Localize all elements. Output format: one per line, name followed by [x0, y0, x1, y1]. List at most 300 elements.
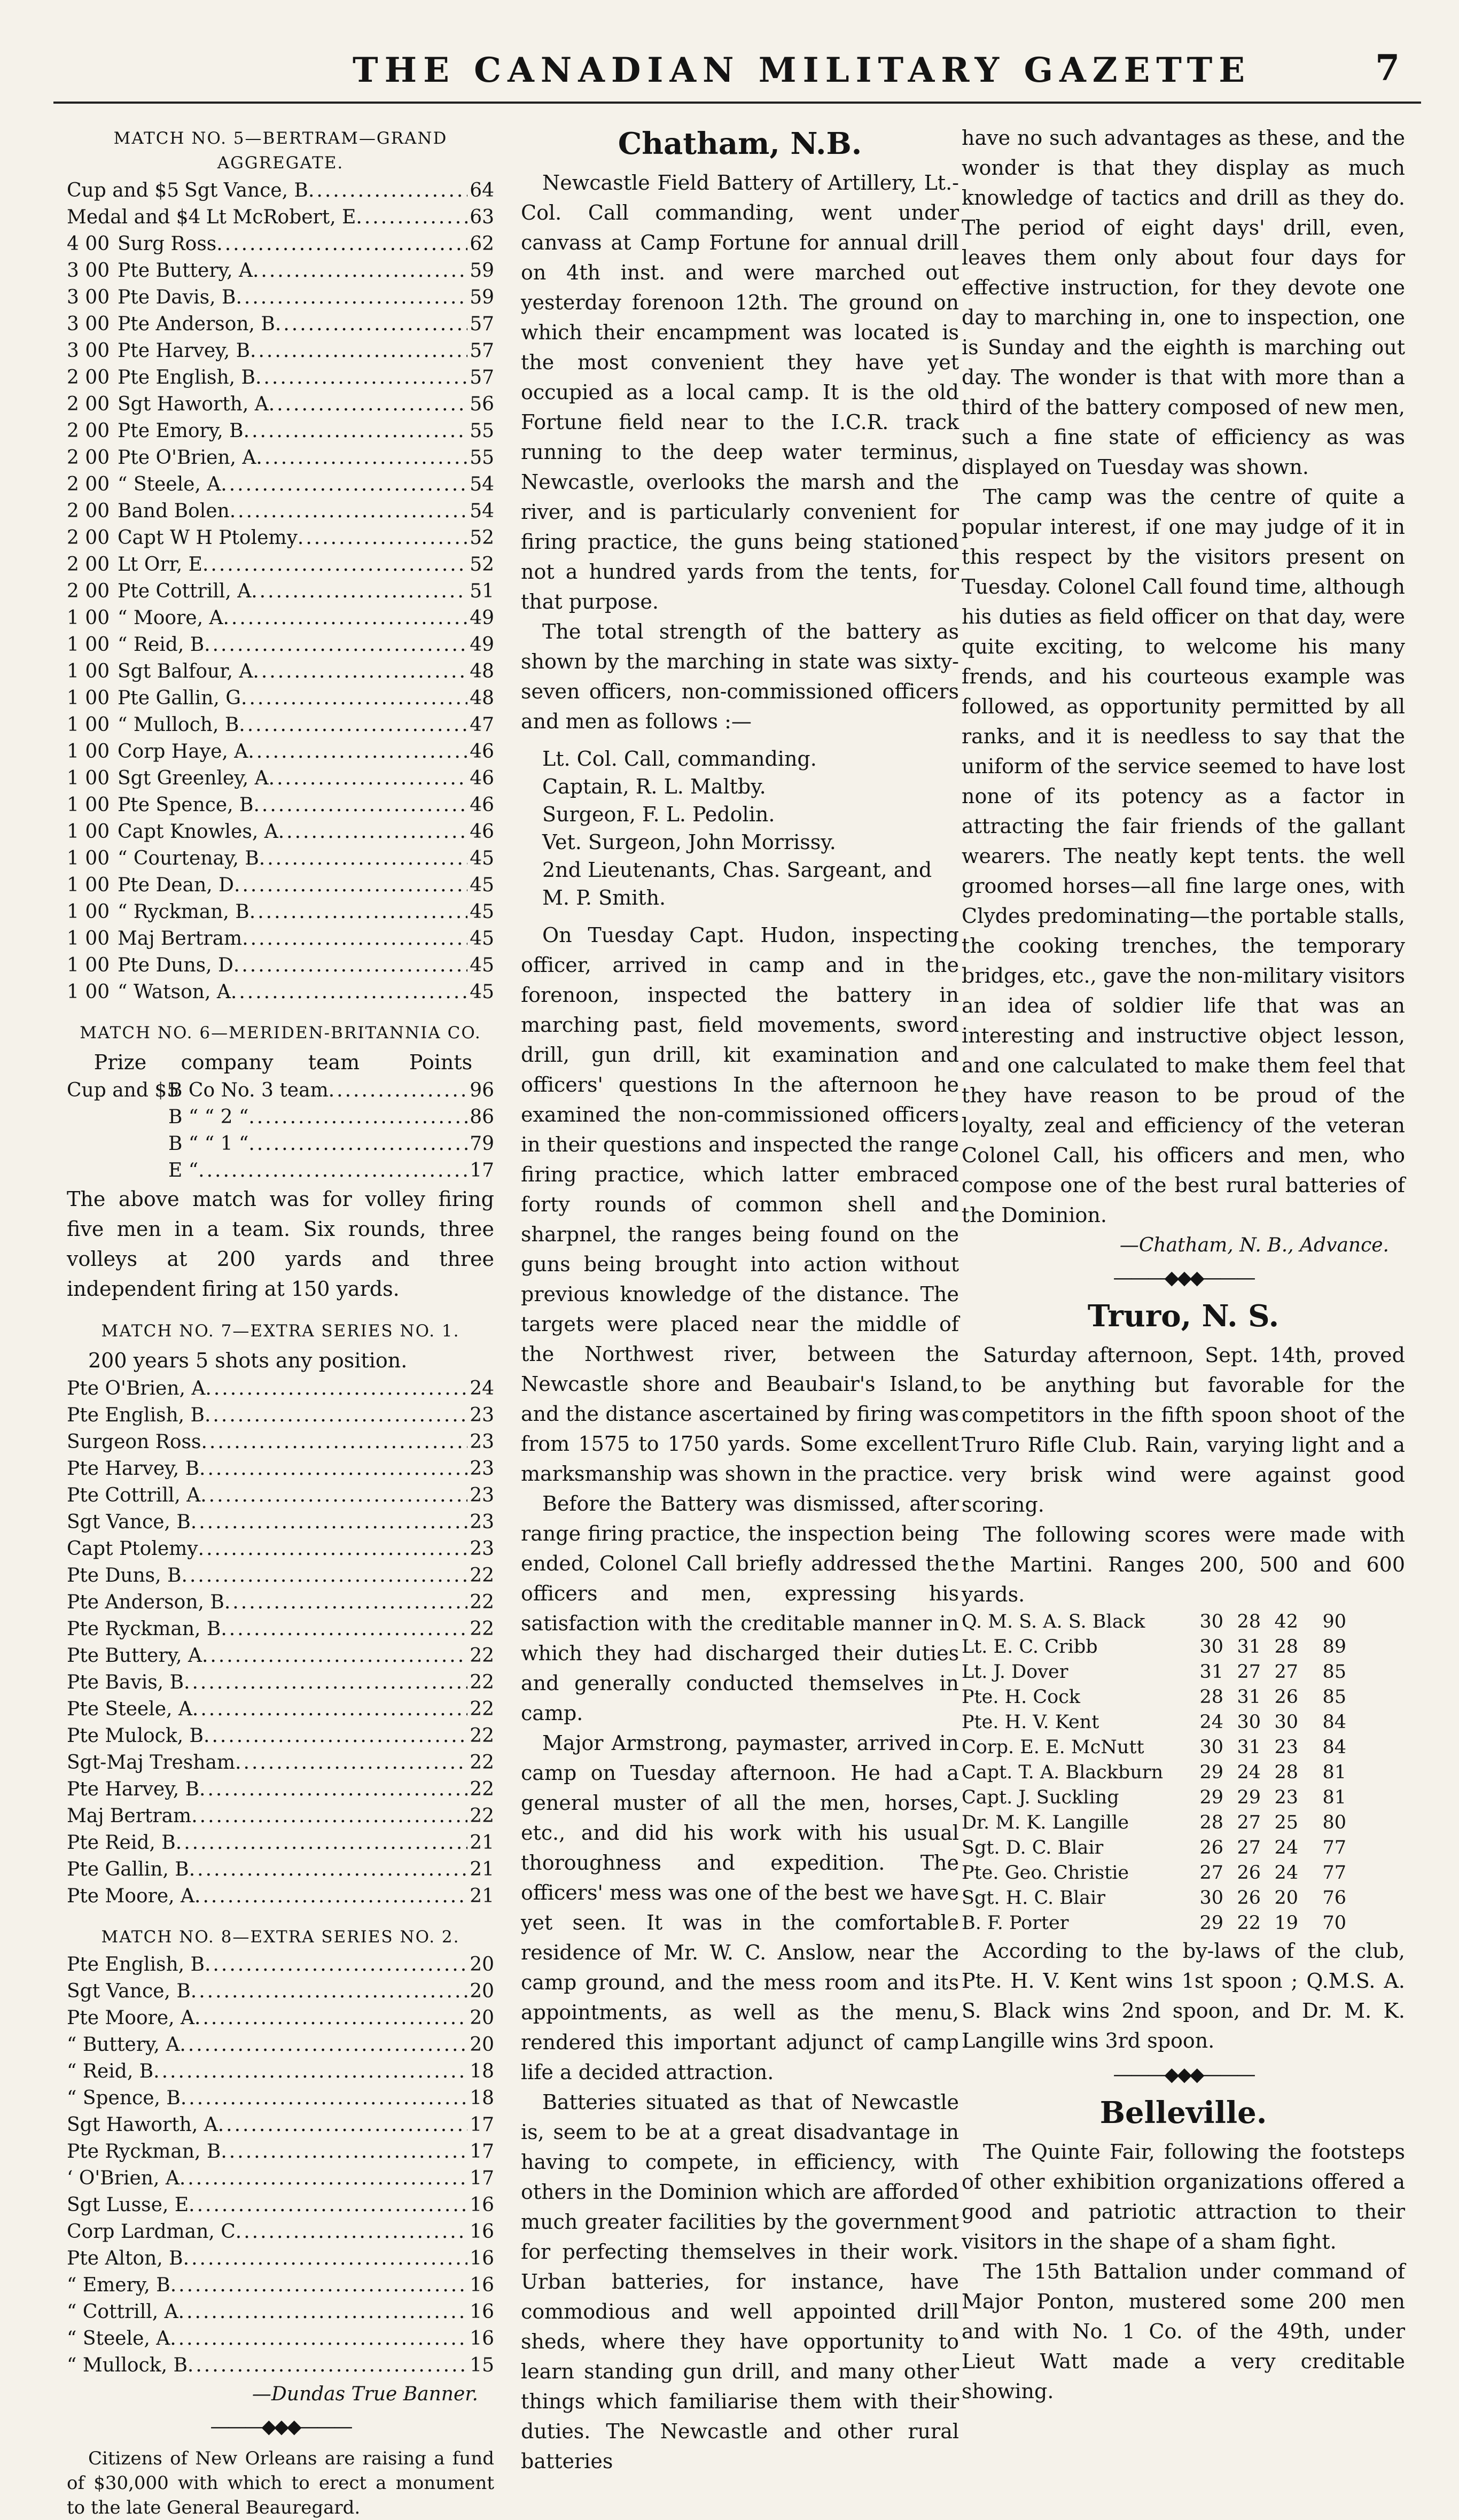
leader-dots: [153, 2058, 467, 2085]
name-cell: Pte Harvey, B: [67, 1458, 200, 1480]
name-cell: Capt W H Ptolemy: [118, 527, 298, 549]
name-cell: Sgt-Maj Tresham: [67, 1752, 236, 1774]
range-200-score: 29: [1199, 1912, 1223, 1934]
score-cell: 17: [470, 2141, 494, 2163]
name-cell: Pte English, B: [118, 367, 255, 388]
truro-score-table: [962, 1609, 1405, 1936]
truro-score-row: [962, 1609, 1405, 1635]
leader-dots: [170, 2272, 468, 2299]
leader-dots: [248, 1131, 467, 1157]
score-cell: 45: [470, 928, 494, 950]
score-cell: 24: [470, 1378, 494, 1399]
score-cell: 46: [470, 821, 494, 843]
chatham-paragraph: The total strength of the battery as shown by the marching in state was sixty-seven officers, non-commissioned officers and men as follows :—: [521, 620, 959, 733]
leader-dots: [200, 1482, 467, 1509]
shooter-name: Pte. Geo. Christie: [962, 1862, 1129, 1884]
match8-title: MATCH NO. 8—EXTRA SERIES NO. 2.: [101, 1927, 460, 1947]
name-cell: “ Moore, A: [118, 607, 223, 629]
name-cell: Pte Cottrill, A: [118, 580, 252, 602]
leader-dots: [183, 2245, 468, 2272]
leader-dots: [233, 952, 467, 979]
prize-cell: 1 00: [67, 954, 110, 976]
score-row: [67, 1696, 494, 1723]
score-row: [67, 1562, 494, 1589]
leader-dots: [298, 525, 467, 551]
range-600-score: 19: [1274, 1912, 1298, 1934]
chatham-source: —Chatham, N. B., Advance.: [1119, 1234, 1389, 1256]
score-cell: 22: [470, 1645, 494, 1667]
name-cell: Sgt Greenley, A: [118, 767, 269, 789]
range-600-score: 42: [1274, 1611, 1298, 1632]
score-row: [67, 792, 494, 819]
score-row: [67, 765, 494, 792]
officer-line: Captain, R. L. Maltby.: [542, 775, 766, 798]
score-row: [67, 578, 494, 605]
score-cell: 56: [470, 393, 494, 415]
score-row: [67, 418, 494, 445]
name-cell: Sgt Lusse, E: [67, 2194, 189, 2216]
score-cell: 20: [470, 2007, 494, 2029]
range-200-score: 31: [1199, 1661, 1223, 1683]
name-cell: “ Buttery, A: [67, 2034, 180, 2056]
prize-cell: Medal and $4: [67, 206, 201, 228]
prize-cell: [67, 1157, 168, 1184]
score-cell: 45: [470, 954, 494, 976]
prize-cell: 2 00: [67, 580, 110, 602]
score-row: [67, 819, 494, 845]
range-600-score: 25: [1274, 1812, 1298, 1833]
score-row: [67, 2005, 494, 2032]
section-divider: ———◆◆◆———: [1113, 1267, 1254, 1289]
score-row: [67, 1375, 494, 1402]
leader-dots: [194, 1883, 467, 1910]
leader-dots: [236, 284, 467, 311]
score-row: [67, 1856, 494, 1883]
prize-cell: 2 00: [67, 500, 110, 522]
score-row: [67, 1077, 494, 1104]
score-row: [67, 1776, 494, 1803]
score-cell: 20: [470, 1954, 494, 1975]
score-cell: 20: [470, 2034, 494, 2056]
chatham-paragraph: Major Armstrong, paymaster, arrived in camp on Tuesday afternoon. He had a general muster of all the men, horses, etc., and did his work with his usual thoroughness and expedition. The officers' mess was one of the best we have yet seen. It was in the comfortable residence of Mr. W. C. Anslow, near the camp ground, and the mess room and its appointments, as well as the menu, rendered this important adjunct of camp life a decided attraction.: [521, 1731, 959, 2084]
prize-cell: 1 00: [67, 928, 110, 950]
prize-cell: 1 00: [67, 981, 110, 1003]
leader-dots: [180, 2165, 467, 2192]
score-cell: 23: [470, 1431, 494, 1453]
leader-dots: [234, 872, 467, 899]
leader-dots: [259, 845, 467, 872]
range-200-score: 30: [1199, 1611, 1223, 1632]
score-cell: 54: [470, 500, 494, 522]
score-row: [67, 1589, 494, 1616]
range-500-score: 26: [1237, 1887, 1261, 1909]
leader-dots: [188, 2352, 467, 2379]
total-score: 90: [1322, 1611, 1346, 1632]
name-cell: E “: [168, 1160, 199, 1181]
prize-cell: 1 00: [67, 607, 110, 629]
score-row: [67, 1883, 494, 1910]
score-cell: 54: [470, 473, 494, 495]
score-row: [67, 952, 494, 979]
name-cell: Pte Emory, B: [118, 420, 244, 442]
chatham-paragraph: Batteries situated as that of Newcastle is, seem to be at a great disadvantage in having to compete, in efficiency, with others in the Dominion which are afforded much greater facilities by the government for perfecting themselves in their work. Urban batteries, for instance, have commodious and well appointed drill sheds, where they have opportunity to learn standing gun drill, and many other things which familiarise them with their duties. The Newcastle and other rural batteries: [521, 2090, 959, 2473]
score-cell: 63: [470, 206, 494, 228]
leader-dots: [198, 1536, 468, 1562]
score-row: [67, 1456, 494, 1482]
leader-dots: [202, 551, 467, 578]
score-row: [67, 1830, 494, 1856]
name-cell: Sgt Haworth, A: [67, 2114, 218, 2136]
leader-dots: [269, 765, 468, 792]
total-score: 81: [1322, 1762, 1346, 1783]
name-cell: Sgt Haworth, A: [118, 393, 269, 415]
total-score: 80: [1322, 1812, 1346, 1833]
score-cell: 22: [470, 1778, 494, 1800]
name-cell: Corp Lardman, C: [67, 2221, 236, 2243]
score-row: [67, 1803, 494, 1830]
prize-cell: 3 00: [67, 260, 110, 282]
score-cell: 49: [470, 607, 494, 629]
leader-dots: [192, 1696, 467, 1723]
score-row: [67, 471, 494, 498]
truro-score-row: [962, 1685, 1405, 1710]
col-header-points: Points: [409, 1051, 473, 1074]
section-divider: ———◆◆◆———: [210, 2416, 351, 2438]
range-200-score: 29: [1199, 1762, 1223, 1783]
range-200-score: 28: [1199, 1686, 1223, 1708]
leader-dots: [253, 658, 467, 685]
name-cell: “ Cottrill, A: [67, 2301, 178, 2323]
name-cell: Pte Reid, B: [67, 1832, 176, 1854]
score-cell: 48: [470, 660, 494, 682]
score-cell: 79: [470, 1133, 494, 1155]
name-cell: Pte English, B: [67, 1404, 205, 1426]
truro-score-row: [962, 1886, 1405, 1911]
score-row: [67, 204, 494, 231]
leader-dots: [198, 1157, 467, 1184]
range-200-score: 30: [1199, 1737, 1223, 1758]
range-500-score: 31: [1237, 1737, 1261, 1758]
leader-dots: [256, 445, 467, 471]
score-row: [67, 338, 494, 364]
shooter-name: B. F. Porter: [962, 1912, 1069, 1934]
name-cell: Corp Haye, A: [118, 741, 248, 763]
leader-dots: [242, 925, 467, 952]
leader-dots: [205, 1375, 467, 1402]
total-score: 76: [1322, 1887, 1346, 1909]
score-cell: 59: [470, 260, 494, 282]
truro-score-row: [962, 1911, 1405, 1936]
score-cell: 17: [470, 2114, 494, 2136]
name-cell: “ Watson, A: [118, 981, 231, 1003]
score-row: [67, 2325, 494, 2352]
match6-note: The above match was for volley firing five men in a team. Six rounds, three volleys at 200 yards and three independent firing at 150 yards.: [67, 1187, 494, 1301]
range-200-score: 29: [1199, 1787, 1223, 1808]
chatham-paragraph: Newcastle Field Battery of Artillery, Lt.-Col. Call commanding, went under canvass at Camp Fortune for annual drill on 4th inst. and were marched out yesterday forenoon 12th. The ground on which their encampment was located is the most convenient they have yet occupied as a local camp. It is the old Fortune field near to the I.C.R. track running to the deep water terminus, Newcastle, overlooks the marsh and the river, and is particularly convenient for firing practice, the guns being stationed not a hundred yards from the tents, for that purpose.: [521, 171, 959, 613]
name-cell: Pte Gallin, G: [118, 687, 241, 709]
leader-dots: [204, 632, 467, 658]
name-cell: Pte English, B: [67, 1954, 205, 1975]
range-500-score: 22: [1237, 1912, 1261, 1934]
shooter-name: Lt. E. C. Cribb: [962, 1636, 1098, 1658]
leader-dots: [241, 685, 467, 712]
score-cell: 45: [470, 901, 494, 923]
name-cell: Surgeon Ross: [67, 1431, 201, 1453]
score-cell: 62: [470, 233, 494, 255]
range-500-score: 26: [1237, 1862, 1261, 1884]
leader-dots: [251, 578, 467, 605]
officer-line: Lt. Col. Call, commanding.: [542, 747, 817, 771]
prize-cell: 2 00: [67, 393, 110, 415]
total-score: 89: [1322, 1636, 1346, 1658]
total-score: 85: [1322, 1661, 1346, 1683]
prize-cell: 1 00: [67, 767, 110, 789]
score-row: [67, 1482, 494, 1509]
prize-cell: 2 00: [67, 447, 110, 469]
name-cell: Pte Gallin, B: [67, 1858, 189, 1880]
truro-score-row: [962, 1710, 1405, 1735]
truro-paragraph: According to the by-laws of the club, Pte. H. V. Kent wins 1st spoon ; Q.M.S. A. S. Black wins 2nd spoon, and Dr. M. K. Langille wins 3rd spoon.: [962, 1939, 1405, 2052]
score-cell: 59: [470, 286, 494, 308]
name-cell: Sgt Balfour, A: [118, 660, 253, 682]
score-row: [67, 2138, 494, 2165]
range-200-score: 27: [1199, 1862, 1223, 1884]
range-200-score: 30: [1199, 1636, 1223, 1658]
newspaper-title: THE CANADIAN MILITARY GAZETTE: [353, 50, 1252, 90]
leader-dots: [184, 1669, 467, 1696]
belleville-paragraph: The 15th Battalion under command of Major Ponton, mustered some 200 men and with No. 1 Co. of the 49th, under Lieut Watt made a very creditable showing.: [962, 2260, 1405, 2403]
prize-cell: 2 00: [67, 420, 110, 442]
leader-dots: [248, 738, 467, 765]
score-row: [67, 2165, 494, 2192]
truro-score-row: [962, 1835, 1405, 1861]
score-cell: 57: [470, 340, 494, 362]
score-cell: 17: [470, 1160, 494, 1181]
range-600-score: 26: [1274, 1686, 1298, 1708]
name-cell: Pte Dean, D: [118, 874, 235, 896]
total-score: 84: [1322, 1712, 1346, 1733]
score-cell: 22: [470, 1565, 494, 1586]
total-score: 81: [1322, 1787, 1346, 1808]
range-500-score: 27: [1237, 1661, 1261, 1683]
prize-cell: 1 00: [67, 660, 110, 682]
score-cell: 16: [470, 2221, 494, 2243]
score-row: [67, 1616, 494, 1643]
truro-score-row: [962, 1810, 1405, 1835]
score-row: [67, 2058, 494, 2085]
range-600-score: 24: [1274, 1837, 1298, 1858]
range-500-score: 31: [1237, 1636, 1261, 1658]
score-cell: 16: [470, 2301, 494, 2323]
range-500-score: 29: [1237, 1787, 1261, 1808]
score-cell: 22: [470, 1805, 494, 1827]
prize-cell: Cup and $5: [67, 180, 180, 201]
leader-dots: [221, 471, 467, 498]
prize-cell: 1 00: [67, 901, 110, 923]
range-600-score: 28: [1274, 1762, 1298, 1783]
leader-dots: [221, 2138, 467, 2165]
score-row: [67, 2192, 494, 2219]
score-row: [67, 605, 494, 632]
score-row: [67, 177, 494, 204]
score-row: [67, 2112, 494, 2138]
score-cell: 23: [470, 1484, 494, 1506]
score-cell: 21: [470, 1832, 494, 1854]
name-cell: “ Mullock, B: [67, 2354, 188, 2376]
range-500-score: 27: [1237, 1812, 1261, 1833]
prize-cell: 2 00: [67, 527, 110, 549]
range-200-score: 26: [1199, 1837, 1223, 1858]
score-cell: 45: [470, 874, 494, 896]
prize-cell: 1 00: [67, 821, 110, 843]
leader-dots: [191, 1509, 467, 1536]
col-header-team: team: [308, 1051, 360, 1074]
score-row: [67, 2032, 494, 2058]
leader-dots: [189, 2192, 467, 2219]
leader-dots: [235, 1749, 467, 1776]
score-row: [67, 1643, 494, 1669]
prize-cell: 1 00: [67, 794, 110, 816]
score-row: [67, 498, 494, 525]
truro-paragraph: The following scores were made with the Martini. Ranges 200, 500 and 600 yards.: [962, 1523, 1405, 1606]
score-cell: 23: [470, 1538, 494, 1560]
score-cell: 18: [470, 2087, 494, 2109]
score-cell: 57: [470, 313, 494, 335]
leader-dots: [269, 391, 467, 418]
prize-cell: 1 00: [67, 847, 110, 869]
truro-score-row: [962, 1735, 1405, 1760]
score-cell: 96: [470, 1079, 494, 1101]
score-cell: 23: [470, 1458, 494, 1480]
column-middle: [521, 123, 959, 2476]
match6-title: MATCH NO. 6—MERIDEN-BRITANNIA CO.: [80, 1023, 481, 1043]
score-row: [67, 685, 494, 712]
name-cell: Pte Mulock, B: [67, 1725, 204, 1747]
score-cell: 20: [470, 1980, 494, 2002]
leader-dots: [239, 712, 467, 738]
match6-header: [67, 1047, 494, 1077]
truro-score-row: [962, 1760, 1405, 1785]
score-row: [67, 2299, 494, 2325]
score-row: [67, 284, 494, 311]
score-cell: 49: [470, 634, 494, 656]
score-row: [67, 658, 494, 685]
score-row: [67, 712, 494, 738]
truro-score-row: [962, 1635, 1405, 1660]
chatham-paragraph: On Tuesday Capt. Hudon, inspecting officer, arrived in camp and in the forenoon, inspected the battery in marching past, field movements, sword drill, gun drill, kit examination and officers' questions In the afternoon he examined the non-commissioned officers in their questions and inspected the range firing practice, which latter embraced forty rounds of common shell and sharpnel, the ranges being found on the guns being brought into action without previous knowledge of the distance. The targets were placed near the middle of the Northwest river, between the Newcastle shore and Beaubair's Island, and the distance ascertained by firing was from 1575 to 1750 yards. Some excellent marksmanship was shown in the practice.: [521, 923, 959, 1485]
name-cell: Surg Ross: [118, 233, 217, 255]
score-cell: 52: [470, 554, 494, 575]
score-row: [67, 1723, 494, 1749]
name-cell: Pte Bavis, B: [67, 1671, 184, 1693]
prize-cell: 1 00: [67, 874, 110, 896]
score-cell: 46: [470, 767, 494, 789]
score-row: [67, 1429, 494, 1456]
shooter-name: Pte. H. Cock: [962, 1686, 1081, 1708]
score-row: [67, 1402, 494, 1429]
name-cell: Band Bolen: [118, 500, 230, 522]
name-cell: B “ “ 1 “: [168, 1133, 249, 1155]
score-row: [67, 1951, 494, 1978]
score-row: [67, 311, 494, 338]
score-cell: 16: [470, 2194, 494, 2216]
range-200-score: 28: [1199, 1812, 1223, 1833]
score-row: [67, 845, 494, 872]
range-600-score: 23: [1274, 1787, 1298, 1808]
leader-dots: [308, 177, 467, 204]
leader-dots: [182, 1562, 468, 1589]
total-score: 77: [1322, 1837, 1346, 1858]
name-cell: Pte O'Brien, A: [67, 1378, 206, 1399]
range-200-score: 24: [1199, 1712, 1223, 1733]
leader-dots: [248, 1104, 467, 1131]
score-cell: 18: [470, 2060, 494, 2082]
name-cell: B Co No. 3 team: [168, 1079, 329, 1101]
truro-heading: Truro, N. S.: [1087, 1298, 1279, 1334]
shooter-name: Dr. M. K. Langille: [962, 1812, 1129, 1833]
leader-dots: [230, 498, 467, 525]
score-row: [67, 1978, 494, 2005]
leader-dots: [189, 1856, 467, 1883]
score-cell: 23: [470, 1511, 494, 1533]
leader-dots: [205, 1951, 467, 1978]
leader-dots: [199, 1456, 467, 1482]
score-cell: 16: [470, 2247, 494, 2269]
range-600-score: 30: [1274, 1712, 1298, 1733]
name-cell: Pte Duns, B: [67, 1565, 182, 1586]
leader-dots: [244, 418, 468, 445]
range-600-score: 23: [1274, 1737, 1298, 1758]
score-row: [67, 872, 494, 899]
leader-dots: [199, 1776, 467, 1803]
shooter-name: Sgt. D. C. Blair: [962, 1837, 1104, 1858]
name-cell: Pte Harvey, B: [67, 1778, 200, 1800]
score-row: [67, 1509, 494, 1536]
leader-dots: [255, 364, 467, 391]
match7-subtitle: 200 years 5 shots any position.: [88, 1349, 408, 1372]
leader-dots: [224, 1589, 467, 1616]
score-cell: 22: [470, 1591, 494, 1613]
name-cell: Pte Anderson, B: [118, 313, 275, 335]
score-cell: 22: [470, 1698, 494, 1720]
score-row: [67, 231, 494, 258]
score-cell: 46: [470, 741, 494, 763]
leader-dots: [170, 2325, 467, 2352]
belleville-heading: Belleville.: [1099, 2095, 1267, 2130]
leader-dots: [275, 311, 467, 338]
section-divider: ———◆◆◆———: [1113, 2064, 1254, 2086]
score-cell: 16: [470, 2328, 494, 2350]
prize-cell: 2 00: [67, 554, 110, 575]
total-score: 77: [1322, 1862, 1346, 1884]
truro-score-row: [962, 1660, 1405, 1685]
name-cell: Pte Buttery, A: [67, 1645, 202, 1667]
chatham-heading: Chatham, N.B.: [618, 126, 862, 161]
name-cell: “ Spence, B: [67, 2087, 181, 2109]
name-cell: “ Steele, A: [118, 473, 221, 495]
belleville-paragraph: The Quinte Fair, following the footsteps of other exhibition organizations offered a good and patriotic attraction to their visitors in the shape of a sham fight.: [962, 2140, 1405, 2253]
name-cell: “ Courtenay, B: [118, 847, 259, 869]
score-cell: 22: [470, 1618, 494, 1640]
match8-list: [67, 1951, 494, 2379]
prize-cell: [67, 1104, 168, 1131]
officer-line: Vet. Surgeon, John Morrissy.: [542, 830, 836, 854]
match8-source: —Dundas True Banner.: [252, 2383, 478, 2405]
truro-score-row: [962, 1785, 1405, 1810]
score-row: [67, 979, 494, 1006]
score-cell: 17: [470, 2167, 494, 2189]
score-cell: 15: [470, 2354, 494, 2376]
